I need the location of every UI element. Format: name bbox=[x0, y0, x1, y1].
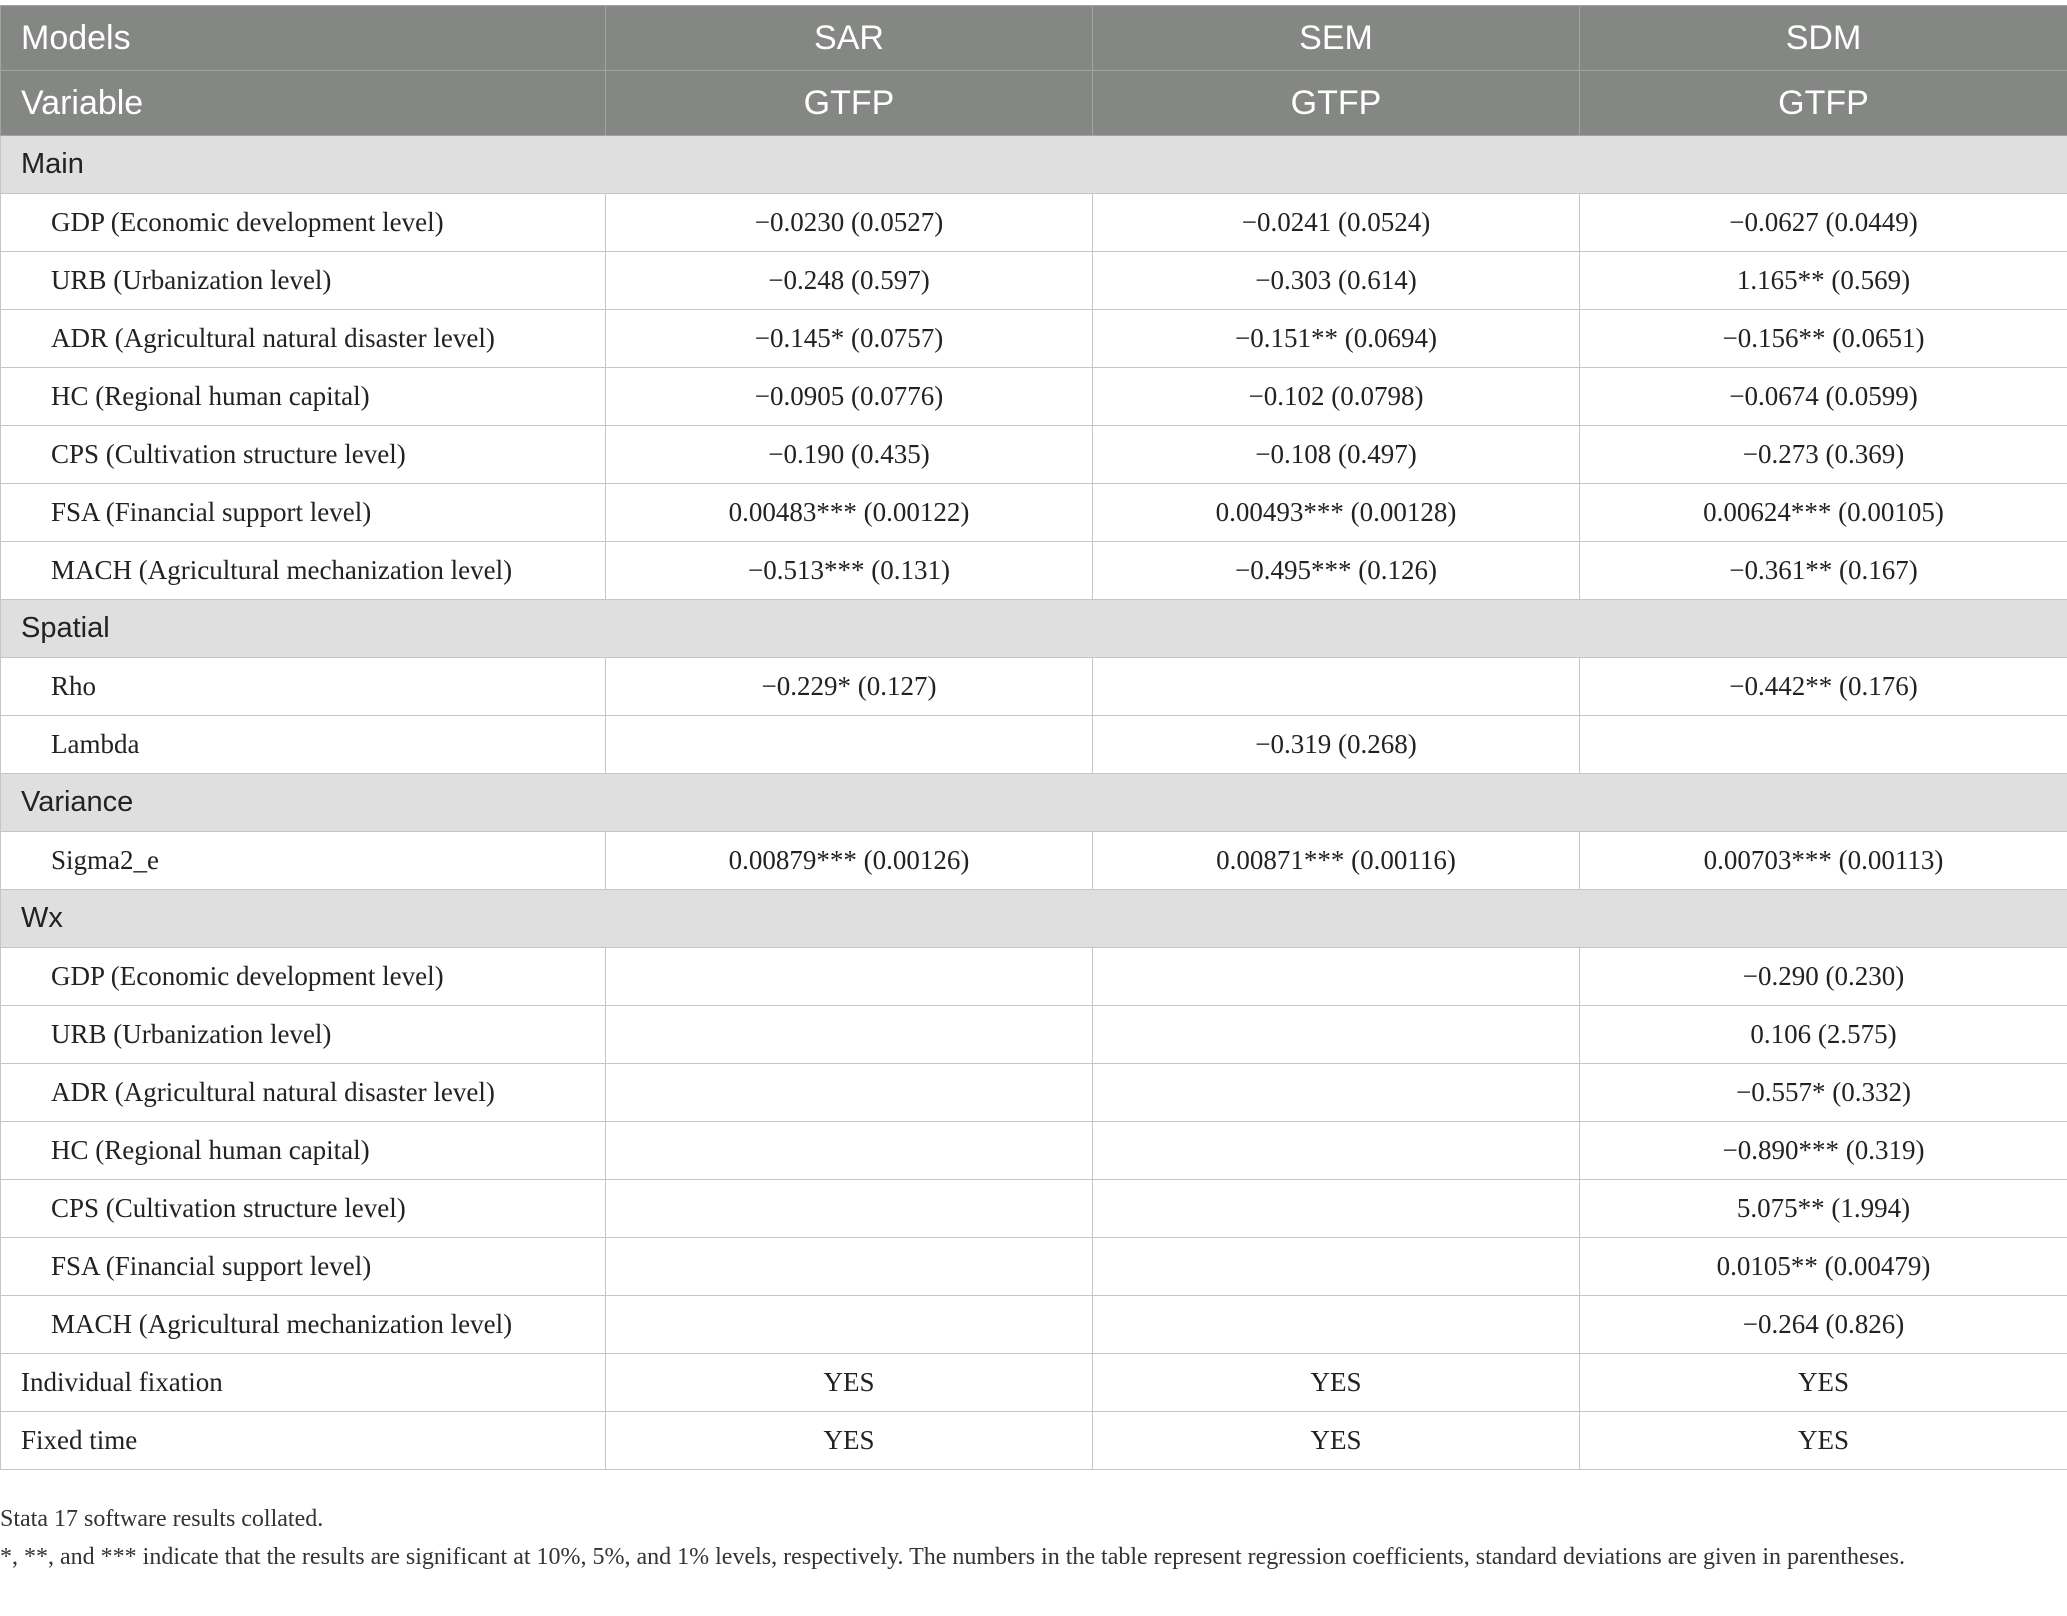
regression-table bbox=[0, 5, 2067, 1470]
section-row-variance bbox=[1, 774, 2067, 832]
cell-sem: YES bbox=[1093, 1354, 1580, 1412]
cell-sem bbox=[1093, 1296, 1580, 1354]
cell-sem: 0.00493*** (0.00128) bbox=[1093, 484, 1580, 542]
cell-sar: −0.145* (0.0757) bbox=[606, 310, 1093, 368]
section-row-spatial bbox=[1, 600, 2067, 658]
row-label: HC (Regional human capital) bbox=[1, 1122, 606, 1180]
row-label: FSA (Financial support level) bbox=[1, 484, 606, 542]
cell-sem bbox=[1093, 948, 1580, 1006]
cell-sdm: −0.361** (0.167) bbox=[1580, 542, 2067, 600]
table-row bbox=[1, 484, 2067, 542]
table-row bbox=[1, 1122, 2067, 1180]
row-label: CPS (Cultivation structure level) bbox=[1, 426, 606, 484]
table-row bbox=[1, 252, 2067, 310]
header-row-models bbox=[1, 6, 2067, 71]
cell-sdm bbox=[1580, 716, 2067, 774]
row-label: Sigma2_e bbox=[1, 832, 606, 890]
header-sem-dependent: GTFP bbox=[1093, 71, 1580, 136]
cell-sdm: −0.290 (0.230) bbox=[1580, 948, 2067, 1006]
cell-sar: −0.248 (0.597) bbox=[606, 252, 1093, 310]
cell-sdm: 5.075** (1.994) bbox=[1580, 1180, 2067, 1238]
cell-sar bbox=[606, 716, 1093, 774]
cell-sar bbox=[606, 1122, 1093, 1180]
cell-sar bbox=[606, 948, 1093, 1006]
header-sem: SEM bbox=[1093, 6, 1580, 71]
cell-sar bbox=[606, 1238, 1093, 1296]
section-row-wx bbox=[1, 890, 2067, 948]
row-label: ADR (Agricultural natural disaster level) bbox=[1, 310, 606, 368]
cell-sdm: −0.156** (0.0651) bbox=[1580, 310, 2067, 368]
cell-sdm: YES bbox=[1580, 1412, 2067, 1470]
section-title: Main bbox=[1, 136, 2067, 194]
cell-sdm: 0.106 (2.575) bbox=[1580, 1006, 2067, 1064]
header-models-label: Models bbox=[1, 6, 606, 71]
cell-sdm: 0.00703*** (0.00113) bbox=[1580, 832, 2067, 890]
table-body bbox=[1, 136, 2067, 1470]
cell-sem bbox=[1093, 1064, 1580, 1122]
table-row bbox=[1, 542, 2067, 600]
cell-sdm: YES bbox=[1580, 1354, 2067, 1412]
row-label: CPS (Cultivation structure level) bbox=[1, 1180, 606, 1238]
cell-sdm: −0.0674 (0.0599) bbox=[1580, 368, 2067, 426]
table-row bbox=[1, 426, 2067, 484]
cell-sar bbox=[606, 1006, 1093, 1064]
table-row bbox=[1, 368, 2067, 426]
header-sdm-dependent: GTFP bbox=[1580, 71, 2067, 136]
cell-sem bbox=[1093, 1180, 1580, 1238]
row-label: URB (Urbanization level) bbox=[1, 252, 606, 310]
cell-sem: −0.303 (0.614) bbox=[1093, 252, 1580, 310]
row-label: Fixed time bbox=[1, 1412, 606, 1470]
cell-sar: −0.0230 (0.0527) bbox=[606, 194, 1093, 252]
section-title: Spatial bbox=[1, 600, 2067, 658]
row-label: MACH (Agricultural mechanization level) bbox=[1, 542, 606, 600]
table-row bbox=[1, 948, 2067, 1006]
note-significance: *, **, and *** indicate that the results are significant at 10%, 5%, and 1% levels, respectively. The numbers in the table represent regression coefficients, standard deviations are given in parentheses. bbox=[0, 1544, 1905, 1570]
cell-sar: −0.190 (0.435) bbox=[606, 426, 1093, 484]
table-row bbox=[1, 194, 2067, 252]
table-row bbox=[1, 1064, 2067, 1122]
table-row bbox=[1, 832, 2067, 890]
cell-sar: −0.229* (0.127) bbox=[606, 658, 1093, 716]
row-label: Individual fixation bbox=[1, 1354, 606, 1412]
cell-sem: −0.319 (0.268) bbox=[1093, 716, 1580, 774]
header-row-variable bbox=[1, 71, 2067, 136]
cell-sar: −0.513*** (0.131) bbox=[606, 542, 1093, 600]
row-label: Rho bbox=[1, 658, 606, 716]
cell-sem bbox=[1093, 1122, 1580, 1180]
cell-sar bbox=[606, 1180, 1093, 1238]
note-source: Stata 17 software results collated. bbox=[0, 1506, 324, 1532]
cell-sar: 0.00483*** (0.00122) bbox=[606, 484, 1093, 542]
cell-sem: YES bbox=[1093, 1412, 1580, 1470]
row-label: GDP (Economic development level) bbox=[1, 948, 606, 1006]
row-label: ADR (Agricultural natural disaster level) bbox=[1, 1064, 606, 1122]
row-label: URB (Urbanization level) bbox=[1, 1006, 606, 1064]
table-row bbox=[1, 1238, 2067, 1296]
section-title: Variance bbox=[1, 774, 2067, 832]
cell-sar bbox=[606, 1064, 1093, 1122]
cell-sem: −0.102 (0.0798) bbox=[1093, 368, 1580, 426]
header-sar-dependent: GTFP bbox=[606, 71, 1093, 136]
table-notes bbox=[0, 1500, 2050, 1576]
cell-sem bbox=[1093, 658, 1580, 716]
cell-sem bbox=[1093, 1238, 1580, 1296]
section-title: Wx bbox=[1, 890, 2067, 948]
cell-sar: 0.00879*** (0.00126) bbox=[606, 832, 1093, 890]
header-variable-label: Variable bbox=[1, 71, 606, 136]
table-row bbox=[1, 658, 2067, 716]
cell-sem: −0.151** (0.0694) bbox=[1093, 310, 1580, 368]
cell-sdm: 0.00624*** (0.00105) bbox=[1580, 484, 2067, 542]
row-label: FSA (Financial support level) bbox=[1, 1238, 606, 1296]
cell-sdm: 1.165** (0.569) bbox=[1580, 252, 2067, 310]
table-row bbox=[1, 1006, 2067, 1064]
cell-sar bbox=[606, 1296, 1093, 1354]
section-row-main bbox=[1, 136, 2067, 194]
cell-sem: −0.0241 (0.0524) bbox=[1093, 194, 1580, 252]
cell-sem bbox=[1093, 1006, 1580, 1064]
cell-sdm: −0.890*** (0.319) bbox=[1580, 1122, 2067, 1180]
row-label: MACH (Agricultural mechanization level) bbox=[1, 1296, 606, 1354]
cell-sem: −0.495*** (0.126) bbox=[1093, 542, 1580, 600]
cell-sem: 0.00871*** (0.00116) bbox=[1093, 832, 1580, 890]
cell-sdm: −0.264 (0.826) bbox=[1580, 1296, 2067, 1354]
regression-table-container bbox=[0, 5, 2067, 1470]
cell-sar: YES bbox=[606, 1412, 1093, 1470]
cell-sdm: −0.442** (0.176) bbox=[1580, 658, 2067, 716]
cell-sar: −0.0905 (0.0776) bbox=[606, 368, 1093, 426]
cell-sdm: −0.0627 (0.0449) bbox=[1580, 194, 2067, 252]
cell-sdm: −0.273 (0.369) bbox=[1580, 426, 2067, 484]
cell-sdm: 0.0105** (0.00479) bbox=[1580, 1238, 2067, 1296]
table-row-individual-fixation bbox=[1, 1354, 2067, 1412]
row-label: GDP (Economic development level) bbox=[1, 194, 606, 252]
table-row bbox=[1, 1180, 2067, 1238]
row-label: Lambda bbox=[1, 716, 606, 774]
cell-sar: YES bbox=[606, 1354, 1093, 1412]
row-label: HC (Regional human capital) bbox=[1, 368, 606, 426]
cell-sem: −0.108 (0.497) bbox=[1093, 426, 1580, 484]
table-row bbox=[1, 1296, 2067, 1354]
header-sar: SAR bbox=[606, 6, 1093, 71]
cell-sdm: −0.557* (0.332) bbox=[1580, 1064, 2067, 1122]
table-header bbox=[1, 6, 2067, 136]
table-row-fixed-time bbox=[1, 1412, 2067, 1470]
table-row bbox=[1, 310, 2067, 368]
table-row bbox=[1, 716, 2067, 774]
header-sdm: SDM bbox=[1580, 6, 2067, 71]
